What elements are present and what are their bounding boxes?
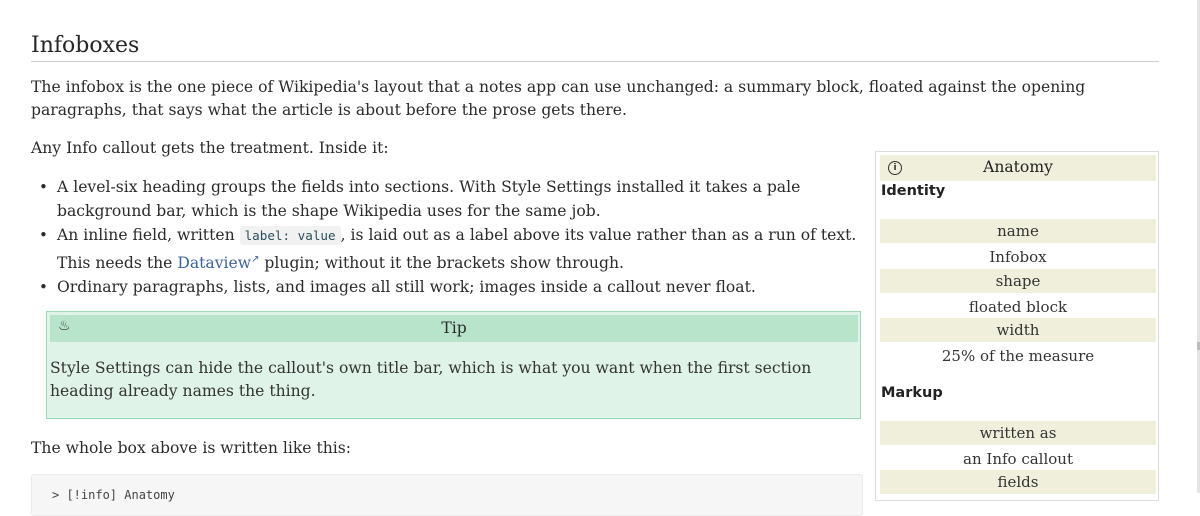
tip-body: Style Settings can hide the callout's own title bar, which is what you want when the first section heading already names the thing. — [50, 359, 812, 400]
list-item-inline-field — [31, 224, 861, 275]
infobox-title: Anatomy — [983, 158, 1053, 176]
field-label: written as — [880, 421, 1156, 445]
bullet-dot: • — [39, 178, 48, 196]
heading-divider — [31, 61, 1159, 62]
list-item-heading — [31, 176, 861, 223]
b1-after2: plugin; without it the brackets show through. — [259, 253, 624, 272]
b0-after: groups the fields into sections. With Style Settings installed it takes a pale background bar, which is the shape Wikipedia uses for the same job. — [57, 178, 801, 220]
b1-after1: , is laid out as a label above its value rather than as a run of text. This needs the — [57, 226, 857, 272]
dataview-link[interactable] — [177, 254, 259, 272]
feature-list — [31, 176, 861, 301]
dataview-link-text: Dataview — [177, 253, 252, 272]
list-item-ordinary — [31, 276, 861, 300]
info-icon: i — [888, 161, 902, 175]
field-value: an Info callout — [963, 450, 1073, 468]
any-after: callout gets the treatment. Inside it: — [97, 139, 389, 157]
code-preview: > [!info] Anatomy — [52, 488, 175, 502]
infobox-title-bar[interactable] — [880, 155, 1156, 181]
tip-title: Tip — [441, 319, 467, 337]
flame-icon: ♨ — [58, 318, 71, 334]
whole-box-paragraph: The whole box above is written like this: — [31, 439, 352, 457]
page-title: Infoboxes — [31, 33, 140, 58]
field-label: fields — [880, 470, 1156, 494]
tip-title-bar[interactable] — [50, 315, 858, 342]
code-block[interactable] — [31, 474, 863, 516]
bullet-dot: • — [39, 226, 48, 244]
field-value: 25% of the measure — [941, 347, 1095, 365]
any-before: Any — [31, 139, 67, 157]
b0-term: level-six heading — [73, 178, 207, 196]
external-link-icon: ↗ — [251, 253, 260, 265]
b0-before: A — [57, 178, 74, 196]
b1-before: An — [57, 226, 84, 244]
field-value: Infobox — [989, 248, 1047, 266]
b1-mid: , written — [167, 226, 240, 244]
any-callout-paragraph — [31, 137, 851, 160]
field-label: width — [880, 318, 1156, 342]
field-value: floated block — [968, 298, 1068, 316]
b1-term: inline field — [83, 226, 168, 244]
inline-code: label: value — [240, 226, 341, 245]
intro-paragraph: The infobox is the one piece of Wikipedia's layout that a notes app can use unchanged: a summary block, floated against the opening paragraphs, that says what the article is about before the prose gets there. — [31, 78, 1086, 119]
bullet-dot: • — [39, 278, 48, 297]
b2-text: Ordinary paragraphs, lists, and images all still work; images inside a callout never float. — [57, 278, 756, 297]
tip-callout — [46, 311, 861, 419]
field-label: shape — [880, 269, 1156, 293]
section-heading-identity: Identity — [881, 183, 946, 199]
field-label: name — [880, 219, 1156, 243]
any-term: Info — [66, 139, 98, 157]
section-heading-markup: Markup — [881, 385, 943, 401]
infobox-callout — [875, 151, 1159, 501]
